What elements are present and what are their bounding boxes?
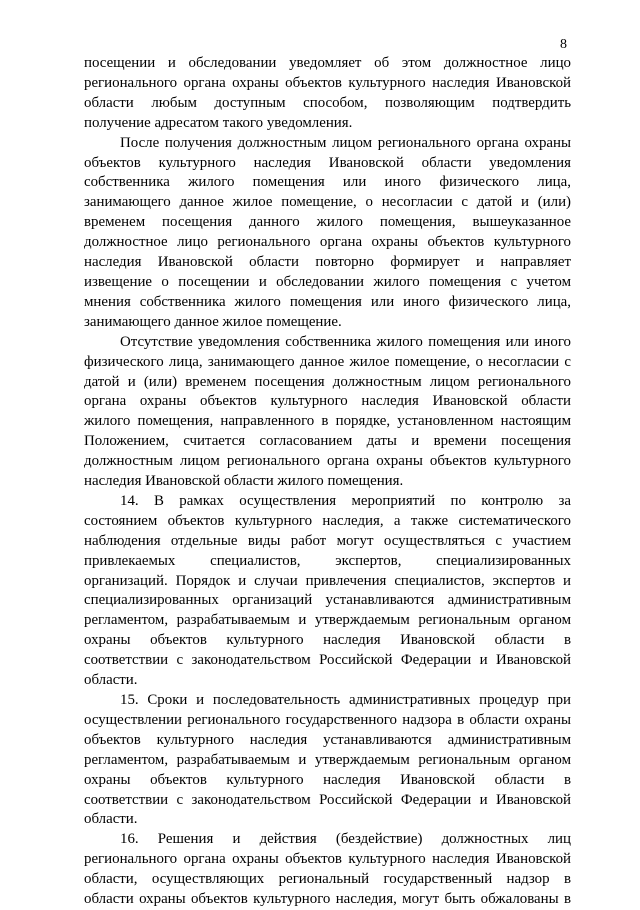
- text-line: области.: [84, 811, 138, 828]
- text-line: извещение о посещении и обследовании жилого помещения с учетом: [84, 273, 571, 290]
- paragraph: [84, 830, 571, 910]
- text-line: датой и (или) временем посещения должностным лицом регионального: [84, 373, 571, 390]
- text-line: Положением, считается согласованием даты и времени посещения: [84, 433, 571, 450]
- text-line: занимающего данное жилое помещение.: [84, 313, 342, 330]
- text-line: специализированных организаций устанавливаются административным: [84, 592, 571, 609]
- paragraph: [84, 333, 571, 492]
- text-line: мнения собственника жилого помещения или иного физического лица,: [84, 293, 571, 310]
- text-line: объектов культурного наследия Ивановской области уведомления: [84, 154, 571, 171]
- paragraph: [84, 492, 571, 691]
- text-line: должностным лицом регионального органа охраны объектов культурного: [84, 453, 571, 470]
- text-line: посещении и обследовании уведомляет об этом должностное лицо: [84, 55, 571, 71]
- paragraph: [84, 134, 571, 333]
- text-line: области любым доступным способом, позволяющим подтвердить: [84, 94, 571, 111]
- text-line: области, осуществляющих региональный государственный надзор в: [84, 871, 571, 888]
- text-line: регламентом, разрабатываемым и утверждаемым региональным органом: [84, 612, 571, 629]
- text-line: органа охраны объектов культурного наследия Ивановской области: [84, 393, 571, 410]
- text-line: 15. Сроки и последовательность административных процедур при: [120, 692, 571, 708]
- text-line: Отсутствие уведомления собственника жилого помещения или иного: [120, 333, 571, 350]
- text-line: области.: [84, 672, 138, 689]
- text-line: занимающего данное жилое помещение, о несогласии с датой и (или): [84, 194, 571, 211]
- text-line: наблюдения отдельные виды работ могут осуществляться с участием: [84, 532, 571, 549]
- text-line: охраны объектов культурного наследия Ивановской области в: [84, 771, 571, 788]
- document-body: [84, 54, 571, 910]
- text-line: охраны объектов культурного наследия Ивановской области в: [84, 632, 571, 649]
- text-line: привлекаемых специалистов, экспертов, специализированных: [84, 552, 571, 569]
- text-line: получение адресатом такого уведомления.: [84, 114, 353, 131]
- text-line: 16. Решения и действия (бездействие) должностных лиц: [120, 831, 571, 848]
- text-line: регламентом, разрабатываемым и утверждаемым региональным органом: [84, 751, 571, 768]
- text-line: области охраны объектов культурного наследия, могут быть обжалованы в: [84, 891, 571, 908]
- text-line: наследия Ивановской области повторно формирует и направляет: [84, 254, 571, 271]
- text-line: состоянием объектов культурного наследия, а также систематического: [84, 512, 571, 529]
- text-line: организаций. Порядок и случаи привлечения специалистов, экспертов и: [84, 572, 571, 589]
- text-line: 14. В рамках осуществления мероприятий по контролю за: [120, 492, 571, 509]
- text-line: собственника жилого помещения или иного физического лица,: [84, 174, 571, 191]
- page-number: 8: [560, 37, 567, 52]
- text-line: осуществлении регионального государственного надзора в области охраны: [84, 711, 571, 728]
- paragraph: [84, 691, 571, 830]
- text-line: должностное лицо регионального органа охраны объектов культурного: [84, 234, 571, 251]
- text-line: соответствии с законодательством Российской Федерации и Ивановской: [84, 652, 571, 669]
- text-line: регионального органа охраны объектов культурного наследия Ивановской: [84, 851, 571, 868]
- text-line: физического лица, занимающего данное жилое помещение, о несогласии с: [84, 353, 571, 370]
- text-line: жилого помещения, направленного в порядке, установленном настоящим: [84, 413, 571, 430]
- text-line: После получения должностным лицом регионального органа охраны: [120, 134, 571, 151]
- text-line: соответствии с законодательством Российской Федерации и Ивановской: [84, 791, 571, 808]
- paragraph: [84, 54, 571, 134]
- text-line: регионального органа охраны объектов культурного наследия Ивановской: [84, 74, 571, 91]
- text-line: наследия Ивановской области жилого помещения.: [84, 473, 404, 490]
- text-line: временем посещения данного жилого помещения, вышеуказанное: [84, 214, 571, 231]
- text-line: объектов культурного наследия устанавливаются административным: [84, 731, 571, 748]
